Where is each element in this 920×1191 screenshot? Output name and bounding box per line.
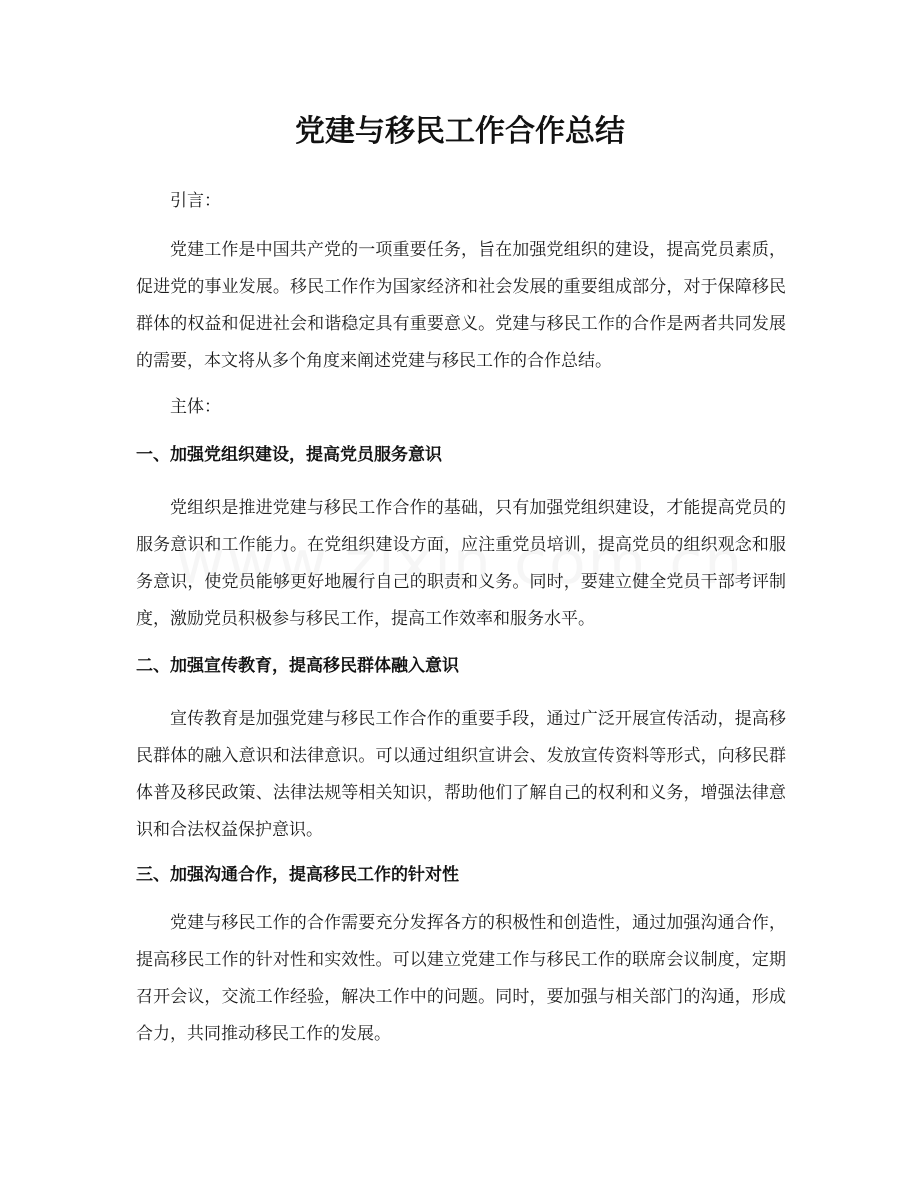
- intro-label: 引言：: [170, 191, 221, 211]
- body-label: 主体：: [170, 397, 221, 417]
- intro-paragraph: 党建工作是中国共产党的一项重要任务，旨在加强党组织的建设，提高党员素质，促进党的事业发展。移民工作作为国家经济和社会发展的重要组成部分，对于保障移民群体的权益和促进社会和谐稳定具有重要意义。党建与移民工作的合作是两者共同发展的需要，本文将从多个角度来阐述党建与移民工作的合作总结。: [136, 240, 786, 371]
- document-title: 党建与移民工作合作总结: [295, 114, 625, 149]
- section-paragraph-1: 党组织是推进党建与移民工作合作的基础，只有加强党组织建设，才能提高党员的服务意识和工作能力。在党组织建设方面，应注重党员培训，提高党员的组织观念和服务意识，使党员能够更好地履行自己的职责和义务。同时，要建立健全党员干部考评制度，激励党员积极参与移民工作，提高工作效率和服务水平。: [136, 498, 786, 629]
- section-paragraph-2: 宣传教育是加强党建与移民工作合作的重要手段，通过广泛开展宣传活动，提高移民群体的融入意识和法律意识。可以通过组织宣讲会、发放宣传资料等形式，向移民群体普及移民政策、法律法规等相关知识，帮助他们了解自己的权利和义务，增强法律意识和合法权益保护意识。: [136, 709, 786, 840]
- section-heading-1: 一、加强党组织建设，提高党员服务意识: [136, 445, 442, 465]
- section-heading-3: 三、加强沟通合作，提高移民工作的针对性: [136, 865, 459, 885]
- section-paragraph-3: 党建与移民工作的合作需要充分发挥各方的积极性和创造性，通过加强沟通合作，提高移民工作的针对性和实效性。可以建立党建工作与移民工作的联席会议制度，定期召开会议，交流工作经验，解决工作中的问题。同时，要加强与相关部门的沟通，形成合力，共同推动移民工作的发展。: [136, 913, 786, 1044]
- section-heading-2: 二、加强宣传教育，提高移民群体融入意识: [136, 656, 459, 676]
